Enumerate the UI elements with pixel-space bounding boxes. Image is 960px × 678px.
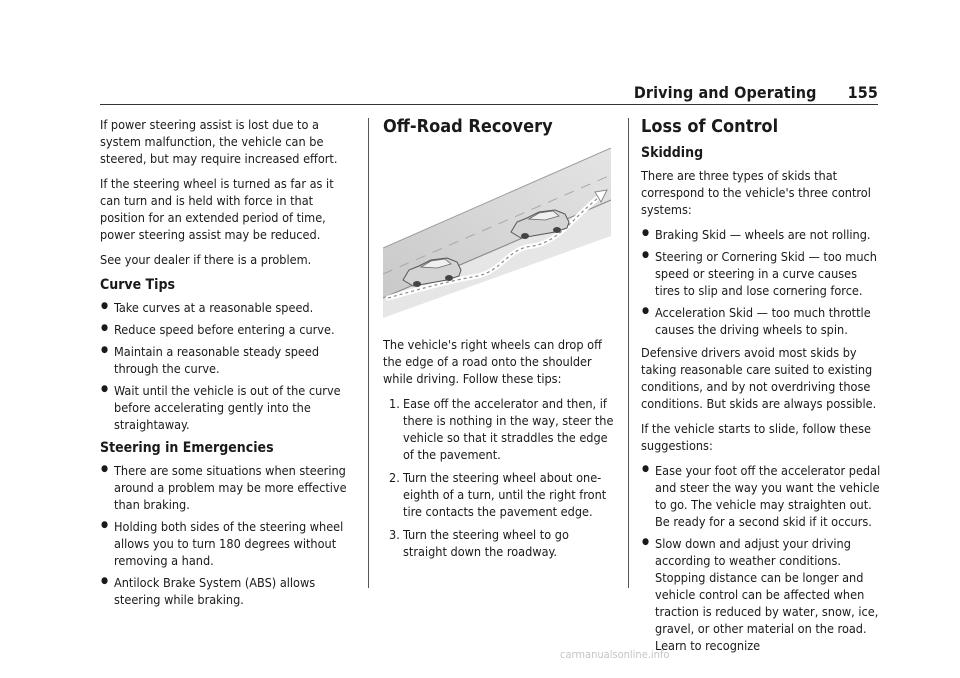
paragraph: The vehicle's right wheels can drop off the edge of a road onto the shoulder while driving. Follow these tips: [383,337,602,386]
list-item: ● Braking Skid — wheels are not rolling. [641,226,881,243]
column-divider-1 [368,118,369,588]
step-text: Turn the steering wheel to go straight down the roadway. [403,527,569,559]
column-1 [100,116,356,614]
step-number: 3. [389,527,400,542]
step-number: 1. [389,396,400,411]
list-item: ● Take curves at a reasonable speed. [100,299,356,316]
curve-tips-list [100,299,356,433]
list-item [383,469,615,520]
column-divider-2 [628,118,629,588]
page-number: 155 [847,83,878,102]
list-item: ● Acceleration Skid — too much throttle causes the driving wheels to spin. [641,304,881,338]
list-item: ● Holding both sides of the steering wheel allows you to turn 180 degrees without removing a hand. [100,518,356,569]
list-item: ● Slow down and adjust your driving according to weather conditions. Stopping distance can be longer and vehicle control can be affected when traction is reduced by water, snow, ice, gravel, or other material on the road. Learn to recognize [641,535,881,654]
heading-loss-of-control: Loss of Control [641,116,779,137]
list-item: ● Antilock Brake System (ABS) allows steering while braking. [100,574,356,608]
list-item: ● Maintain a reasonable steady speed through the curve. [100,343,356,377]
section-title: Driving and Operating [633,83,817,102]
watermark: carmanualsonline.info [560,648,670,661]
slide-suggestions-list [641,462,881,654]
paragraph: If the steering wheel is turned as far as it can turn and is held with force in that position for an extended period of time, power steering assist may be reduced. [100,176,334,242]
paragraph: See your dealer if there is a problem. [100,252,312,267]
heading-off-road-recovery: Off-Road Recovery [383,116,553,137]
skid-types-list [641,226,881,338]
list-item: ● Reduce speed before entering a curve. [100,321,356,338]
column-3 [641,116,881,660]
column-2 [383,116,615,566]
list-item [383,395,615,463]
header-rule [100,104,878,105]
emergencies-list [100,462,356,608]
step-text: Turn the steering wheel about one-eighth of a turn, until the right front tire contacts the pavement edge. [403,470,607,519]
paragraph: There are three types of skids that correspond to the vehicle's three control systems: [641,168,871,217]
list-item: ● There are some situations when steering around a problem may be more effective than braking. [100,462,356,513]
paragraph: If power steering assist is lost due to a system malfunction, the vehicle can be steered, but may require increased effort. [100,117,338,166]
heading-steering-emergencies: Steering in Emergencies [100,440,274,456]
heading-skidding: Skidding [641,145,704,161]
recovery-steps [383,395,615,560]
list-item: ● Wait until the vehicle is out of the curve before accelerating gently into the straightaway. [100,382,356,433]
paragraph: If the vehicle starts to slide, follow these suggestions: [641,421,871,453]
list-item: ● Steering or Cornering Skid — too much speed or steering in a curve causes tires to slip and lose cornering force. [641,248,881,299]
page-header [634,83,878,102]
list-item: ● Ease your foot off the accelerator pedal and steer the way you want the vehicle to go. The vehicle may straighten out. Be ready for a second skid if it occurs. [641,462,881,530]
off-road-recovery-illustration [383,148,611,318]
heading-curve-tips: Curve Tips [100,277,175,293]
step-number: 2. [389,470,400,485]
paragraph: Defensive drivers avoid most skids by taking reasonable care suited to existing conditions, and by not overdriving those conditions. But skids are always possible. [641,345,877,411]
list-item [383,526,615,560]
step-text: Ease off the accelerator and then, if there is nothing in the way, steer the vehicle so that it straddles the edge of the pavement. [403,396,614,462]
